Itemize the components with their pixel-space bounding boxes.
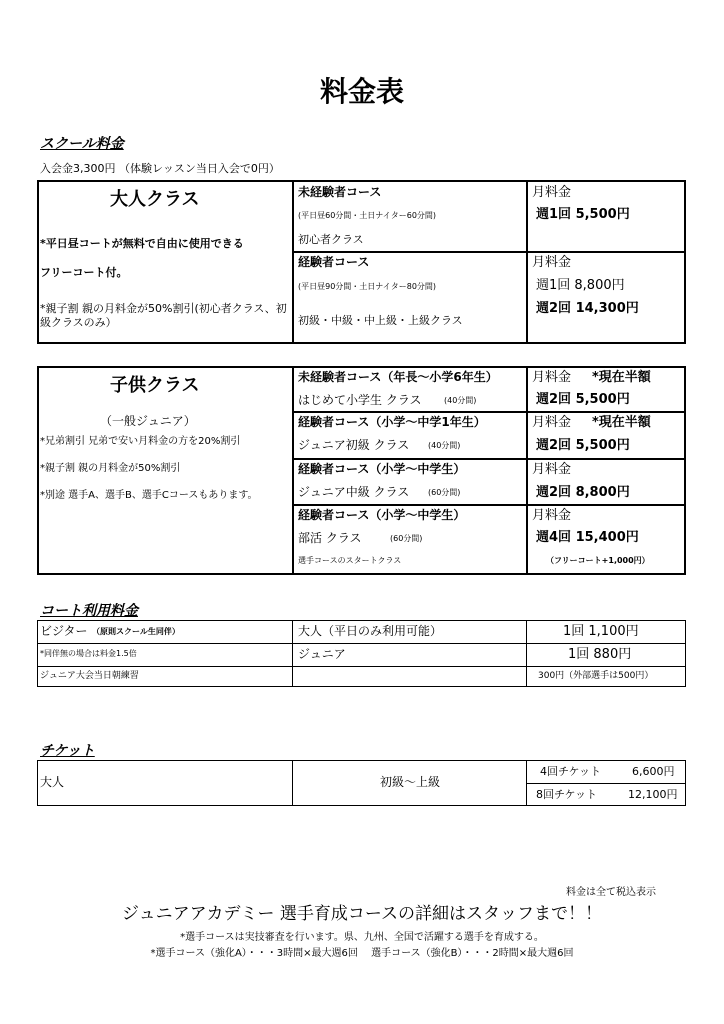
adult-course-1-time: (平日昼60分間・土日ナイター60分間) <box>298 211 437 220</box>
player-course-note-1: *選手コースは実技審査を行います。県、九州、全国で活躍する選手を育成する。 <box>180 932 544 943</box>
kids-course-1-class: はじめて小学生 クラス <box>298 393 422 407</box>
kids-course-2-price: 週2回 5,500円 <box>536 438 630 453</box>
adult-note-free-court: *平日昼コートが無料で自由に使用できる <box>40 237 244 250</box>
kids-class-sub: （一般ジュニア） <box>100 414 196 428</box>
court-row-2-price: 1回 880円 <box>568 647 632 662</box>
adult-note-free-court-2: フリーコート付。 <box>40 266 128 279</box>
kids-course-1-duration: (40分間) <box>444 396 477 405</box>
ticket-who: 大人 <box>40 775 65 789</box>
ticket-item-2-price: 12,100円 <box>628 788 678 801</box>
adult-course-2-time: (平日昼90分間・土日ナイター80分間) <box>298 282 437 291</box>
ticket-level: 初級～上級 <box>380 775 441 789</box>
kids-course-1-half-price-badge: *現在半額 <box>592 370 651 385</box>
court-row-2-label: *同伴無の場合は料金1.5倍 <box>40 649 137 658</box>
ticket-item-1-name: 4回チケット <box>540 765 602 778</box>
page-title: 料金表 <box>319 75 404 108</box>
kids-course-3-title: 経験者コース（小学～中学生） <box>298 462 466 476</box>
kids-course-4-title: 経験者コース（小学～中学生） <box>298 508 466 522</box>
adult-note-parent-discount: *親子割 親の月料金が50%割引(初心者クラス、初級クラスのみ） <box>40 302 287 329</box>
tax-note: 料金は全て税込表示 <box>566 887 656 898</box>
adult-course-1-price-label: 月料金 <box>532 185 572 200</box>
kids-note-extra: *別途 選手A、選手B、選手Cコースもあります。 <box>40 490 258 501</box>
court-row-1-label-small: （原則スクール生同伴） <box>92 627 180 636</box>
kids-course-2-class: ジュニア初級 クラス <box>298 438 410 452</box>
adult-course-2-price-1: 週1回 8,800円 <box>536 278 625 293</box>
kids-course-1-price-label: 月料金 <box>532 370 572 385</box>
kids-course-2-price-label: 月料金 <box>532 415 572 430</box>
court-row-3-label: ジュニア大会当日朝練習 <box>40 671 139 681</box>
kids-course-4-price-note: （フリーコート+1,000円） <box>546 556 650 565</box>
kids-course-3-price-label: 月料金 <box>532 462 572 477</box>
kids-course-4-price-label: 月料金 <box>532 508 572 523</box>
adult-course-1-class: 初心者クラス <box>298 233 364 246</box>
kids-course-4-class: 部活 クラス <box>298 531 362 545</box>
adult-course-2-class: 初級・中級・中上級・上級クラス <box>298 314 463 327</box>
player-course-note-2: *選手コース（強化A）・・・3時間×最大週6回 選手コース（強化B）・・・2時間×最大週6回 <box>150 948 574 959</box>
kids-course-4-price: 週4回 15,400円 <box>536 530 639 545</box>
kids-course-2-title: 経験者コース（小学～中学1年生） <box>298 415 486 429</box>
academy-headline: ジュニアアカデミー 選手育成コースの詳細はスタッフまで！！ <box>121 904 603 924</box>
kids-course-3-price: 週2回 8,800円 <box>536 485 630 500</box>
kids-course-1-price: 週2回 5,500円 <box>536 392 630 407</box>
entry-fee-text: 入会金3,300円 （体験レッスン当日入会で0円） <box>40 162 280 175</box>
court-row-1-type: 大人（平日のみ利用可能） <box>298 624 443 638</box>
kids-course-1-title: 未経験者コース（年長～小学6年生） <box>298 370 498 384</box>
school-fee-heading: スクール料金 <box>40 136 124 152</box>
kids-note-sibling: *兄弟割引 兄弟で安い月料金の方を20%割引 <box>40 436 241 447</box>
court-row-3-price: 300円（外部選手は500円） <box>538 671 654 681</box>
adult-class-name: 大人クラス <box>110 189 200 210</box>
kids-course-2-half-price-badge: *現在半額 <box>592 415 651 430</box>
kids-class-name: 子供クラス <box>110 375 200 396</box>
court-row-2-type: ジュニア <box>298 647 346 661</box>
kids-course-4-extra: 選手コースのスタートクラス <box>298 556 402 565</box>
kids-course-3-class: ジュニア中級 クラス <box>298 485 410 499</box>
adult-course-2-price-2: 週2回 14,300円 <box>536 301 639 316</box>
ticket-item-2-name: 8回チケット <box>536 788 598 801</box>
kids-course-4-duration: (60分間) <box>390 534 423 543</box>
court-row-1-price: 1回 1,100円 <box>563 624 639 639</box>
kids-note-parent: *親子割 親の月料金が50%割引 <box>40 463 181 474</box>
kids-course-2-duration: (40分間) <box>428 441 461 450</box>
adult-course-1-title: 未経験者コース <box>298 185 382 199</box>
court-row-1-label: ビジター <box>40 624 88 638</box>
adult-course-2-title: 経験者コース <box>298 255 370 269</box>
kids-course-3-duration: (60分間) <box>428 488 461 497</box>
adult-course-2-price-label: 月料金 <box>532 255 572 270</box>
ticket-heading: チケット <box>40 743 95 759</box>
ticket-item-1-price: 6,600円 <box>632 765 675 778</box>
court-fee-heading: コート利用料金 <box>40 603 138 619</box>
adult-course-1-price: 週1回 5,500円 <box>536 207 630 222</box>
